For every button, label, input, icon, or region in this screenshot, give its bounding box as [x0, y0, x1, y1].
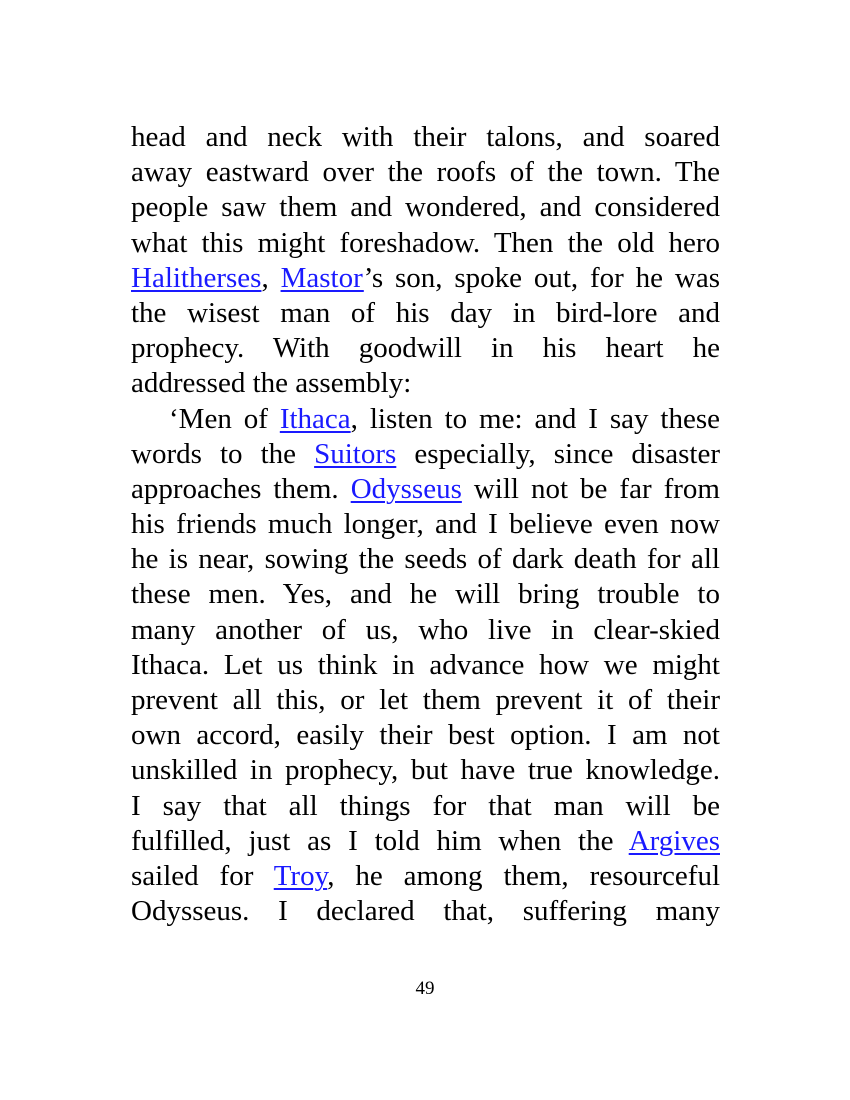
- text-run: addressed the assembly:: [131, 367, 412, 400]
- text-line: [131, 261, 720, 296]
- text-line: [131, 824, 720, 859]
- text-run: his friends much longer, and I believe even now: [131, 508, 720, 541]
- page-number: 49: [415, 978, 435, 999]
- text-line: [131, 542, 720, 577]
- text-run: approaches them.: [131, 472, 351, 505]
- text-line: [131, 753, 720, 788]
- text-line: [131, 402, 720, 437]
- text-line: [131, 718, 720, 753]
- glossary-link[interactable]: Troy: [273, 859, 328, 892]
- text-line: [131, 437, 720, 472]
- text-run: especially, since disaster: [396, 437, 721, 470]
- text-line: [131, 366, 720, 401]
- text-line: [131, 472, 720, 507]
- text-run: ,: [261, 261, 281, 294]
- text-line: [131, 190, 720, 225]
- text-line: [131, 331, 720, 366]
- text-run: , he among them, resourceful: [327, 859, 721, 892]
- text-run: prevent all this, or let them prevent it of their: [131, 684, 720, 716]
- text-run: , listen to me: and I say these: [350, 402, 720, 435]
- text-line: [131, 648, 720, 683]
- text-run: ’s son, spoke out, for he was: [363, 261, 720, 294]
- text-line: [131, 120, 720, 155]
- text-line: [131, 507, 720, 542]
- text-line: [131, 894, 720, 929]
- text-line: [131, 859, 720, 894]
- text-run: away eastward over the roofs of the town. The: [131, 156, 720, 189]
- text-line: [131, 683, 720, 718]
- body-text: [131, 120, 720, 929]
- text-run: own accord, easily their best option. I am not: [131, 719, 720, 752]
- glossary-link[interactable]: Halitherses: [131, 261, 262, 294]
- text-run: ‘Men of: [169, 402, 280, 435]
- text-run: these men. Yes, and he will bring trouble to: [131, 578, 720, 611]
- text-run: words to the: [131, 437, 315, 470]
- text-run: fulfilled, just as I told him when the: [131, 824, 629, 857]
- glossary-link[interactable]: Mastor: [280, 261, 364, 294]
- glossary-link[interactable]: Argives: [628, 824, 720, 857]
- text-run: he is near, sowing the seeds of dark death for all: [131, 543, 720, 576]
- text-line: [131, 155, 720, 190]
- text-run: the wisest man of his day in bird-lore and: [131, 296, 720, 329]
- text-run: what this might foreshadow. Then the old hero: [131, 226, 720, 259]
- text-run: I say that all things for that man will be: [131, 789, 720, 822]
- text-run: prophecy. With goodwill in his heart he: [131, 332, 720, 365]
- text-run: unskilled in prophecy, but have true knowledge.: [131, 754, 720, 787]
- glossary-link[interactable]: Ithaca: [279, 402, 351, 435]
- text-run: head and neck with their talons, and soared: [131, 121, 720, 153]
- text-line: [131, 789, 720, 824]
- text-line: [131, 296, 720, 331]
- text-line: [131, 577, 720, 612]
- text-run: people saw them and wondered, and considered: [131, 191, 720, 224]
- text-run: many another of us, who live in clear-skied: [131, 613, 720, 646]
- text-run: Ithaca. Let us think in advance how we might: [131, 648, 720, 681]
- text-line: [131, 613, 720, 648]
- text-line: [131, 226, 720, 261]
- text-run: sailed for: [131, 859, 274, 892]
- text-run: will not be far from: [461, 472, 720, 505]
- glossary-link[interactable]: Odysseus: [350, 472, 462, 505]
- text-run: Odysseus. I declared that, suffering many: [131, 895, 720, 928]
- glossary-link[interactable]: Suitors: [314, 437, 397, 470]
